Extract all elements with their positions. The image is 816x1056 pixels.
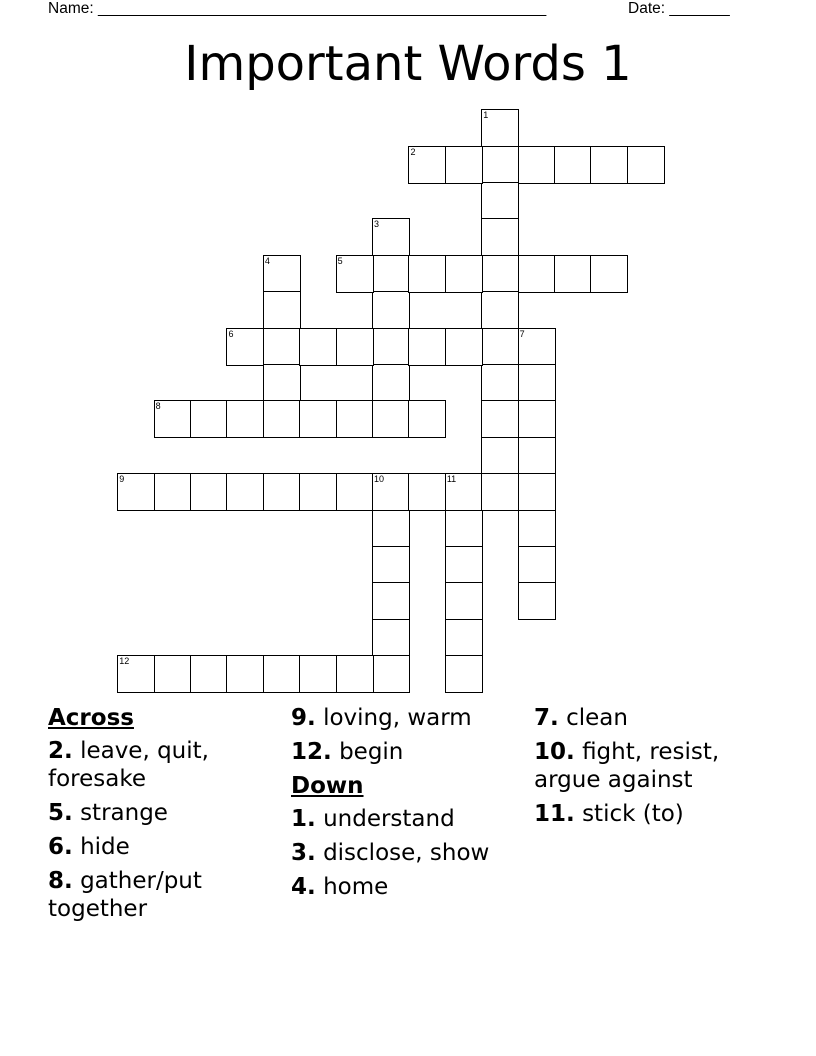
grid-cell[interactable]: [154, 400, 192, 438]
clue-text: hide: [80, 834, 130, 860]
name-field-label[interactable]: Name: ____________________________________________________: [48, 0, 547, 17]
grid-cell[interactable]: [372, 473, 410, 511]
grid-cell[interactable]: [372, 582, 410, 620]
cell-number: 8: [155, 401, 161, 412]
grid-cell[interactable]: [408, 328, 446, 366]
clue-number: 11.: [534, 801, 575, 827]
grid-cell[interactable]: [481, 218, 519, 256]
grid-cell[interactable]: [336, 255, 374, 293]
cell-number: 3: [374, 219, 380, 230]
clue-text: loving, warm: [323, 705, 472, 731]
grid-cell[interactable]: [263, 328, 301, 366]
clue-down-1: [291, 805, 531, 833]
clue-text: stick (to): [582, 801, 684, 827]
clue-text: leave, quit, foresake: [48, 738, 209, 792]
grid-cell[interactable]: [372, 255, 410, 293]
clue-across-6: [48, 833, 288, 861]
clue-down-11: [534, 800, 774, 828]
grid-cell[interactable]: [372, 510, 410, 548]
grid-cell[interactable]: [445, 473, 483, 511]
clue-number: 2.: [48, 738, 73, 764]
clue-number: 7.: [534, 705, 559, 731]
clue-number: 9.: [291, 705, 316, 731]
grid-cell[interactable]: [263, 364, 301, 402]
clue-text: clean: [566, 705, 628, 731]
grid-cell[interactable]: [263, 473, 301, 511]
grid-cell[interactable]: [226, 328, 264, 366]
grid-cell[interactable]: [481, 109, 519, 147]
cell-number: 11: [446, 474, 457, 485]
grid-cell[interactable]: [336, 473, 374, 511]
cell-number: 1: [483, 110, 489, 121]
grid-cell[interactable]: [372, 619, 410, 657]
clue-number: 4.: [291, 874, 316, 900]
grid-cell[interactable]: [408, 146, 446, 184]
grid-cell[interactable]: [445, 546, 483, 584]
grid-cell[interactable]: [518, 510, 556, 548]
cell-number: 2: [410, 146, 416, 157]
clue-text: begin: [339, 739, 404, 765]
clue-across-9: [291, 704, 531, 732]
grid-cell[interactable]: [518, 146, 556, 184]
grid-cell[interactable]: [554, 146, 592, 184]
grid-cell[interactable]: [554, 255, 592, 293]
grid-cell[interactable]: [226, 400, 264, 438]
clue-text: understand: [323, 806, 455, 832]
clue-across-8: [48, 867, 288, 923]
grid-cell[interactable]: [336, 400, 374, 438]
grid-cell[interactable]: [299, 400, 337, 438]
clue-across-2: [48, 737, 288, 793]
grid-cell[interactable]: [336, 328, 374, 366]
grid-cell[interactable]: [226, 473, 264, 511]
grid-cell[interactable]: [481, 146, 519, 184]
grid-cell[interactable]: [372, 400, 410, 438]
grid-cell[interactable]: [263, 655, 301, 693]
down-heading: Down: [291, 773, 364, 799]
grid-cell[interactable]: [481, 182, 519, 220]
grid-cell[interactable]: [299, 473, 337, 511]
clue-number: 12.: [291, 739, 332, 765]
clue-column-2: [291, 704, 531, 907]
clue-down-3: [291, 839, 531, 867]
grid-cell[interactable]: [518, 473, 556, 511]
grid-cell[interactable]: [481, 328, 519, 366]
grid-cell[interactable]: [445, 146, 483, 184]
cell-number: 4: [264, 255, 270, 266]
grid-cell[interactable]: [481, 400, 519, 438]
date-field-label[interactable]: Date: _______: [628, 0, 730, 17]
clue-text: fight, resist, argue against: [534, 739, 720, 793]
grid-cell[interactable]: [590, 146, 628, 184]
clue-across-12: [291, 738, 531, 766]
grid-cell[interactable]: [117, 473, 155, 511]
clue-text: gather/put together: [48, 868, 202, 922]
grid-cell[interactable]: [372, 291, 410, 329]
grid-cell[interactable]: [226, 655, 264, 693]
grid-cell[interactable]: [190, 655, 228, 693]
grid-cell[interactable]: [445, 655, 483, 693]
grid-cell[interactable]: [299, 655, 337, 693]
clue-number: 10.: [534, 739, 575, 765]
grid-cell[interactable]: [481, 255, 519, 293]
clue-column-1: [48, 704, 288, 929]
grid-cell[interactable]: [590, 255, 628, 293]
grid-cell[interactable]: [627, 146, 665, 184]
grid-cell[interactable]: [263, 400, 301, 438]
clue-text: home: [323, 874, 389, 900]
cell-number: 12: [119, 656, 130, 667]
grid-cell[interactable]: [445, 328, 483, 366]
grid-cell[interactable]: [518, 400, 556, 438]
grid-cell[interactable]: [190, 400, 228, 438]
grid-cell[interactable]: [481, 437, 519, 475]
clue-number: 8.: [48, 868, 73, 894]
clue-text: disclose, show: [323, 840, 490, 866]
clue-across-5: [48, 799, 288, 827]
grid-cell[interactable]: [154, 473, 192, 511]
grid-cell[interactable]: [263, 291, 301, 329]
grid-cell[interactable]: [408, 473, 446, 511]
clue-number: 5.: [48, 800, 73, 826]
grid-cell[interactable]: [408, 400, 446, 438]
grid-cell[interactable]: [481, 473, 519, 511]
grid-cell[interactable]: [518, 255, 556, 293]
grid-cell[interactable]: [518, 546, 556, 584]
cell-number: 7: [519, 328, 525, 339]
grid-cell[interactable]: [372, 218, 410, 256]
cell-number: 9: [119, 474, 125, 485]
grid-cell[interactable]: [154, 655, 192, 693]
clue-down-4: [291, 873, 531, 901]
grid-cell[interactable]: [445, 510, 483, 548]
grid-cell[interactable]: [518, 328, 556, 366]
clue-down-7: [534, 704, 774, 732]
grid-cell[interactable]: [518, 437, 556, 475]
grid-cell[interactable]: [481, 364, 519, 402]
clue-number: 3.: [291, 840, 316, 866]
grid-cell[interactable]: [372, 546, 410, 584]
cell-number: 5: [337, 255, 343, 266]
clue-down-10: [534, 738, 774, 794]
grid-cell[interactable]: [336, 655, 374, 693]
grid-cell[interactable]: [445, 619, 483, 657]
grid-cell[interactable]: [299, 328, 337, 366]
grid-cell[interactable]: [518, 364, 556, 402]
puzzle-title: Important Words 1: [184, 36, 632, 92]
grid-cell[interactable]: [190, 473, 228, 511]
grid-cell[interactable]: [372, 364, 410, 402]
grid-cell[interactable]: [445, 255, 483, 293]
clue-text: strange: [80, 800, 168, 826]
clue-number: 1.: [291, 806, 316, 832]
grid-cell[interactable]: [481, 291, 519, 329]
clue-number: 6.: [48, 834, 73, 860]
cell-number: 10: [374, 474, 385, 485]
grid-cell[interactable]: [263, 255, 301, 293]
grid-cell[interactable]: [445, 582, 483, 620]
grid-cell[interactable]: [117, 655, 155, 693]
clue-column-3: [534, 704, 774, 834]
grid-cell[interactable]: [372, 655, 410, 693]
cell-number: 6: [228, 328, 234, 339]
grid-cell[interactable]: [372, 328, 410, 366]
grid-cell[interactable]: [518, 582, 556, 620]
grid-cell[interactable]: [408, 255, 446, 293]
across-heading: Across: [48, 705, 134, 731]
